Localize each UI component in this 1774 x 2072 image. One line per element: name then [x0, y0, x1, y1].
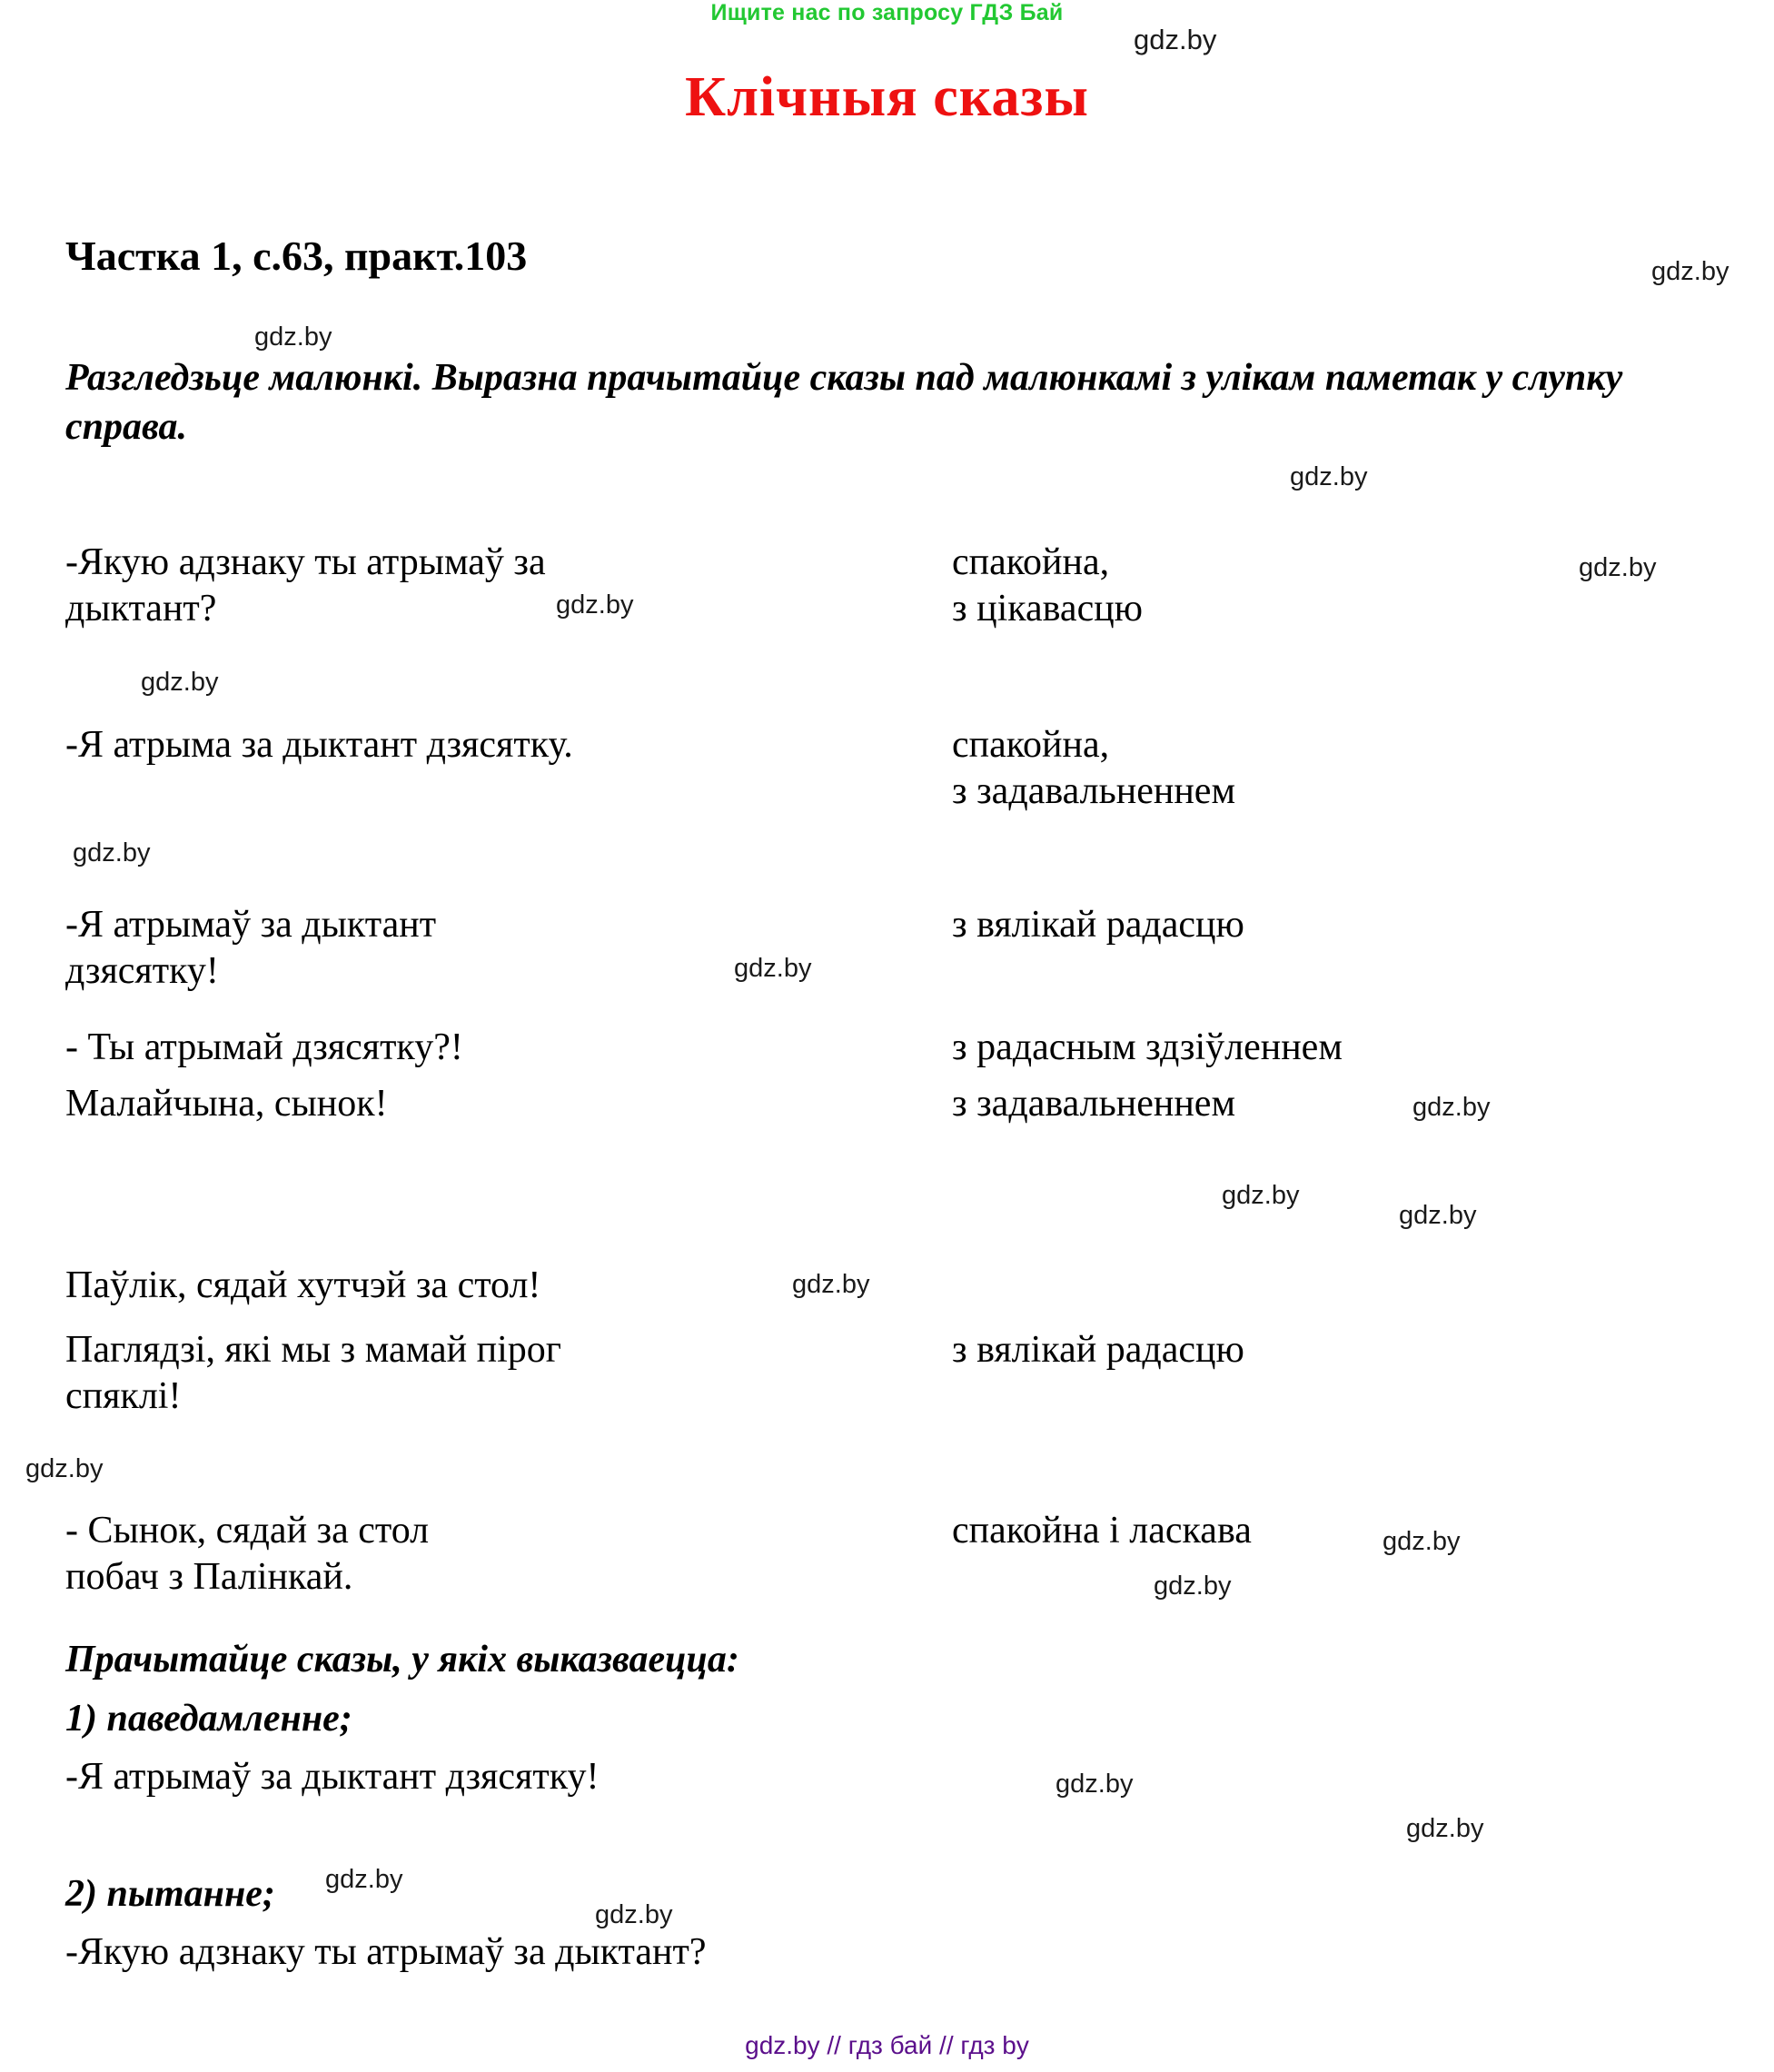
tone-note: спакойна, — [952, 724, 1110, 766]
dialogue-row-4-left — [65, 1025, 792, 1071]
tasks-heading: Прачытайце сказы, у якіх выказваецца: — [65, 1639, 739, 1680]
tone-note: з задавальненнем — [952, 1083, 1236, 1125]
watermark: gdz.by — [1651, 257, 1729, 286]
watermark: gdz.by — [141, 668, 219, 697]
task-item-1: 1) паведамленне; — [65, 1698, 352, 1740]
watermark: gdz.by — [73, 838, 151, 867]
dialogue-row-1-left — [65, 540, 792, 632]
dialogue-line: - Сынок, сядай за стол — [65, 1510, 430, 1552]
dialogue-row-4-right — [952, 1025, 1697, 1071]
watermark: gdz.by — [1290, 462, 1368, 491]
watermark: gdz.by — [1399, 1201, 1477, 1230]
watermark: gdz.by — [556, 590, 634, 620]
dialogue-line: Малайчына, сынок! — [65, 1083, 388, 1125]
watermark: gdz.by — [1579, 553, 1657, 582]
dialogue-row-8-right — [952, 1508, 1697, 1554]
watermark: gdz.by — [1134, 24, 1217, 55]
dialogue-row-2-right — [952, 722, 1697, 815]
dialogue-row-3-left — [65, 902, 792, 995]
tone-note: з вялікай радасцю — [952, 904, 1244, 946]
dialogue-line: побач з Палінкай. — [65, 1556, 353, 1599]
tone-note: спакойна, — [952, 541, 1110, 583]
dialogue-line: дзясятку! — [65, 950, 219, 993]
tone-note: з вялікай радасцю — [952, 1329, 1244, 1371]
dialogue-row-7-left — [65, 1327, 819, 1420]
watermark: gdz.by — [25, 1454, 104, 1483]
dialogue-line: - Ты атрымай дзясятку?! — [65, 1026, 463, 1068]
dialogue-row-3-right — [952, 902, 1697, 948]
exercise-reference: Частка 1, с.63, практ.103 — [65, 233, 528, 279]
watermark: gdz.by — [1154, 1571, 1232, 1601]
dialogue-line: -Якую адзнаку ты атрымаў за — [65, 541, 546, 583]
watermark: gdz.by — [1055, 1770, 1134, 1799]
watermark: gdz.by — [1412, 1093, 1491, 1122]
watermark: gdz.by — [734, 954, 812, 983]
dialogue-line: -Я атрыма за дыктант дзясятку. — [65, 724, 573, 766]
dialogue-row-7-right — [952, 1327, 1697, 1373]
tone-note: з радасным здзіўленнем — [952, 1026, 1343, 1068]
dialogue-row-5-left — [65, 1081, 792, 1127]
tone-note: з цікавасцю — [952, 588, 1144, 630]
watermark: gdz.by — [1222, 1181, 1300, 1210]
watermark: gdz.by — [1406, 1814, 1484, 1843]
dialogue-row-2-left — [65, 722, 792, 768]
dialogue-line: Паглядзі, які мы з мамай пірог — [65, 1329, 561, 1371]
page-footer: gdz.by // гдз бай // гдз by — [745, 2031, 1029, 2059]
dialogue-row-5-right — [952, 1081, 1697, 1127]
task-item-2: 2) пытанне; — [65, 1873, 275, 1915]
promo-banner: Ищите нас по запросу ГДЗ Бай — [710, 0, 1064, 25]
dialogue-line: Паўлік, сядай хутчэй за стол! — [65, 1264, 541, 1306]
task-answer-2: -Якую адзнаку ты атрымаў за дыктант? — [65, 1931, 707, 1973]
dialogue-line: -Я атрымаў за дыктант — [65, 904, 437, 946]
watermark: gdz.by — [325, 1865, 403, 1894]
watermark: gdz.by — [254, 322, 332, 352]
dialogue-row-8-left — [65, 1508, 792, 1601]
task-answer-1: -Я атрымаў за дыктант дзясятку! — [65, 1756, 600, 1798]
dialogue-row-1-right — [952, 540, 1697, 632]
dialogue-line: дыктант? — [65, 588, 217, 630]
watermark: gdz.by — [792, 1270, 870, 1299]
instruction-text: Разгледзьце малюнкі. Выразна прачытайце сказы пад малюнкамі з улікам паметак у слупку справа. — [65, 357, 1623, 448]
watermark: gdz.by — [595, 1900, 673, 1929]
tone-note: спакойна і ласкава — [952, 1510, 1252, 1552]
tone-note: з задавальненнем — [952, 770, 1236, 813]
watermark: gdz.by — [1383, 1527, 1461, 1556]
dialogue-row-6-left — [65, 1263, 792, 1309]
page-title: Клічныя сказы — [685, 66, 1089, 128]
dialogue-line: спяклі! — [65, 1375, 182, 1418]
